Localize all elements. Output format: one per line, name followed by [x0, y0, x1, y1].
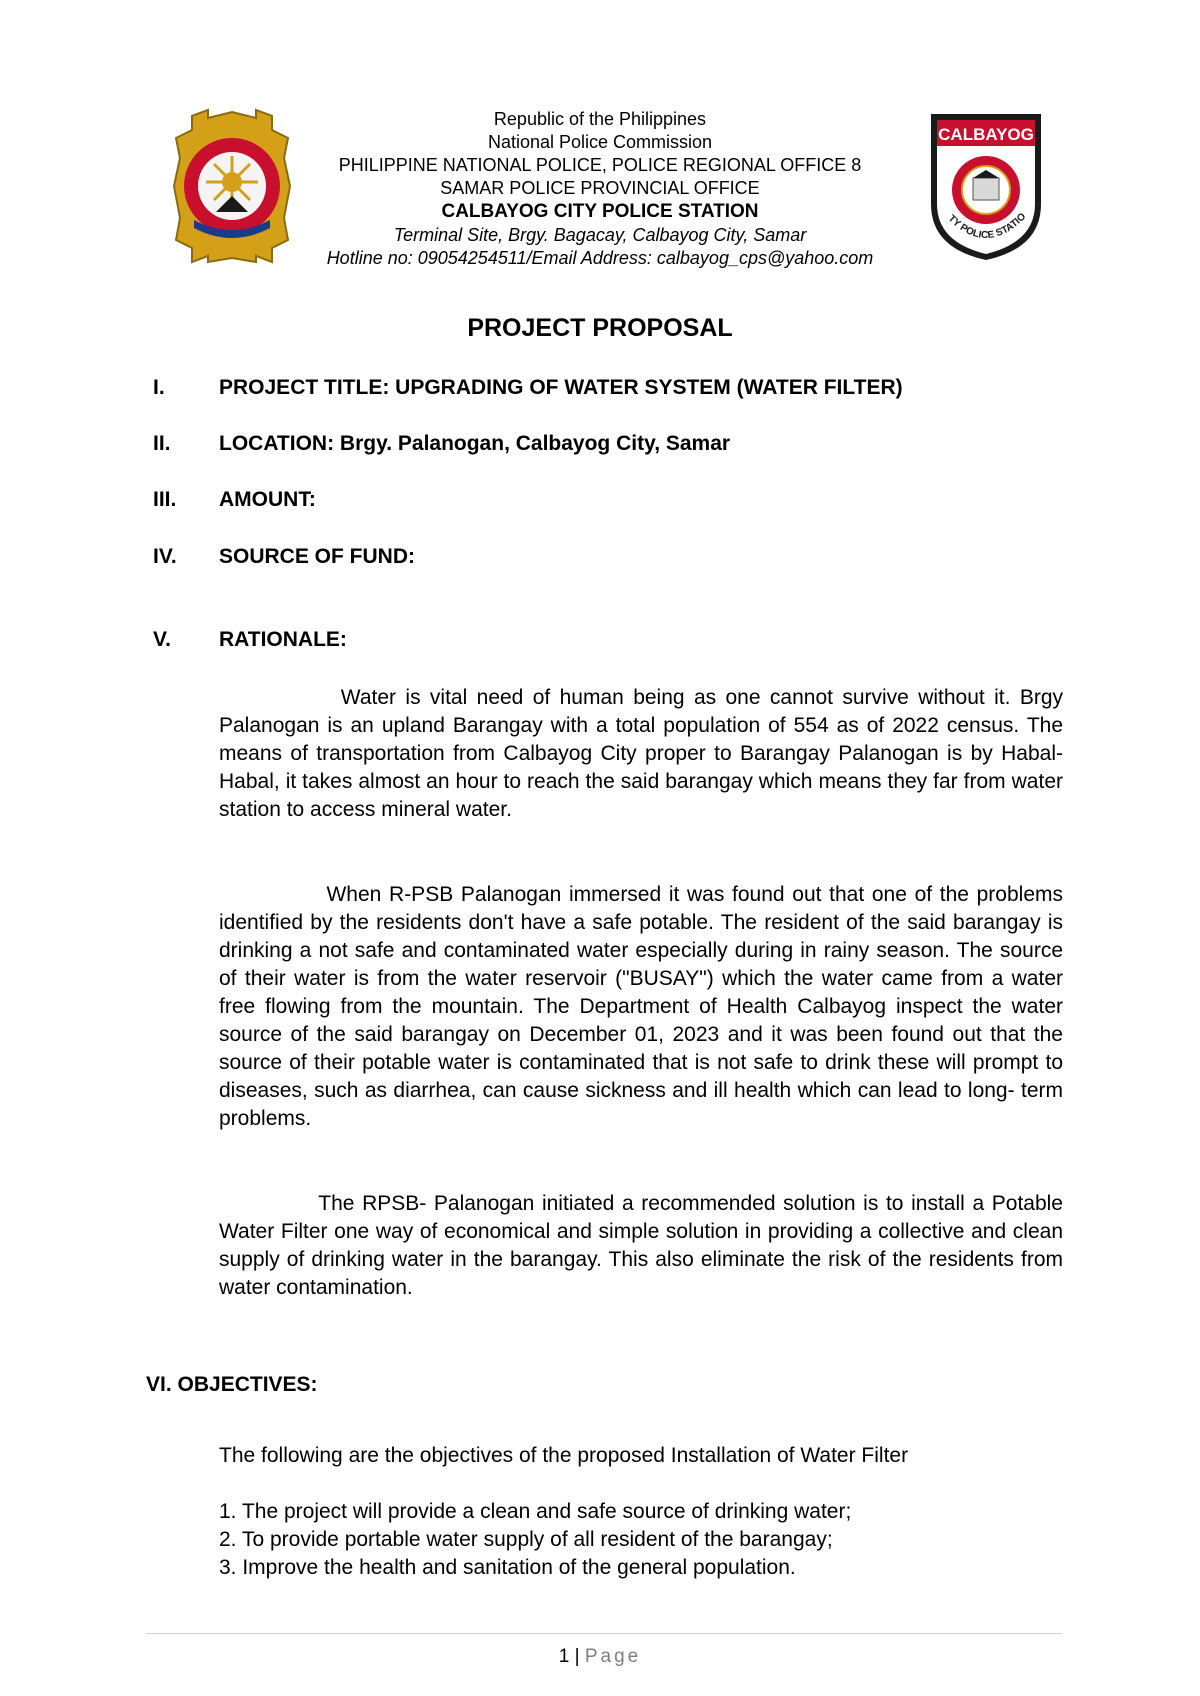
letterhead-republic: Republic of the Philippines [493, 109, 707, 129]
rationale-paragraph-3: The RPSB- Palanogan initiated a recommended solution is to install a Potable Water Filter one way of economical and simple solution in providing a collective and clean supply of drinking water in the barangay. This also eliminate the risk of the residents from water contamination. [219, 1192, 1063, 1299]
letterhead-address: Terminal Site, Brgy. Bagacay, Calbayog City, Samar [393, 225, 807, 245]
letterhead [300, 108, 900, 270]
footer-divider [146, 1633, 1062, 1634]
section-text: AMOUNT: [219, 488, 316, 511]
objective-item-3: 3. Improve the health and sanitation of the general population. [219, 1556, 796, 1579]
document-title: PROJECT PROPOSAL [467, 314, 733, 342]
objectives-intro: The following are the objectives of the proposed Installation of Water Filter [219, 1444, 909, 1467]
right-seal-bottom-text: TY POLICE STATIO [945, 211, 1029, 242]
objectives-heading: VI. OBJECTIVES: [146, 1373, 318, 1396]
section-text: RATIONALE: [219, 628, 347, 651]
rationale-paragraph-2: When R-PSB Palanogan immersed it was found out that one of the problems identified by the residents don't have a safe potable. The resident of the said barangay is drinking a not safe and contaminated water especially during in rainy season. The source of their water is from the water reservoir ("BUSAY") which the water came from a water free flowing from the mountain. The Department of Health Calbayog inspect the water source of the said barangay on December 01, 2023 and it was been found out that the source of their potable water is contaminated that is not safe to drink these will prompt to diseases, such as diarrhea, can cause sickness and ill health which can lead to long- term problems. [219, 883, 1063, 1130]
section-text: SOURCE OF FUND: [219, 545, 415, 568]
page-label: Page [584, 1646, 642, 1667]
objective-item-1: 1. The project will provide a clean and safe source of drinking water; [219, 1500, 852, 1523]
letterhead-station-name: CALBAYOG CITY POLICE STATION [441, 201, 759, 222]
right-seal-top-text: CALBAYOG [938, 125, 1034, 144]
section-number: V. [153, 628, 171, 651]
section-number: II. [153, 432, 171, 455]
letterhead-provincial-office: SAMAR POLICE PROVINCIAL OFFICE [440, 178, 760, 198]
section-text: LOCATION: Brgy. Palanogan, Calbayog City, Samar [219, 432, 731, 455]
pnp-seal-icon [172, 108, 292, 264]
letterhead-contact: Hotline no: 09054254511/Email Address: calbayog_cps@yahoo.com [326, 248, 874, 268]
section-text: PROJECT TITLE: UPGRADING OF WATER SYSTEM (WATER FILTER) [219, 376, 903, 399]
objective-item-2: 2. To provide portable water supply of all resident of the barangay; [219, 1528, 833, 1551]
calbayog-police-station-seal-icon [925, 108, 1047, 264]
page-number: 1 [558, 1646, 570, 1667]
section-number: III. [153, 488, 177, 511]
letterhead-pnp-office: PHILIPPINE NATIONAL POLICE, POLICE REGIONAL OFFICE 8 [338, 155, 862, 175]
section-number: IV. [153, 545, 177, 568]
letterhead-commission: National Police Commission [487, 132, 713, 152]
page-separator: | [574, 1646, 580, 1667]
rationale-paragraph-1: Water is vital need of human being as one cannot survive without it. Brgy Palanogan is an upland Barangay with a total population of 554 as of 2022 census. The means of transportation from Calbayog City proper to Barangay Palanogan is by Habal-Habal, it takes almost an hour to reach the said barangay which means they far from water station to access mineral water. [219, 686, 1063, 821]
section-number: I. [153, 376, 165, 399]
page-footer [0, 1646, 1200, 1668]
